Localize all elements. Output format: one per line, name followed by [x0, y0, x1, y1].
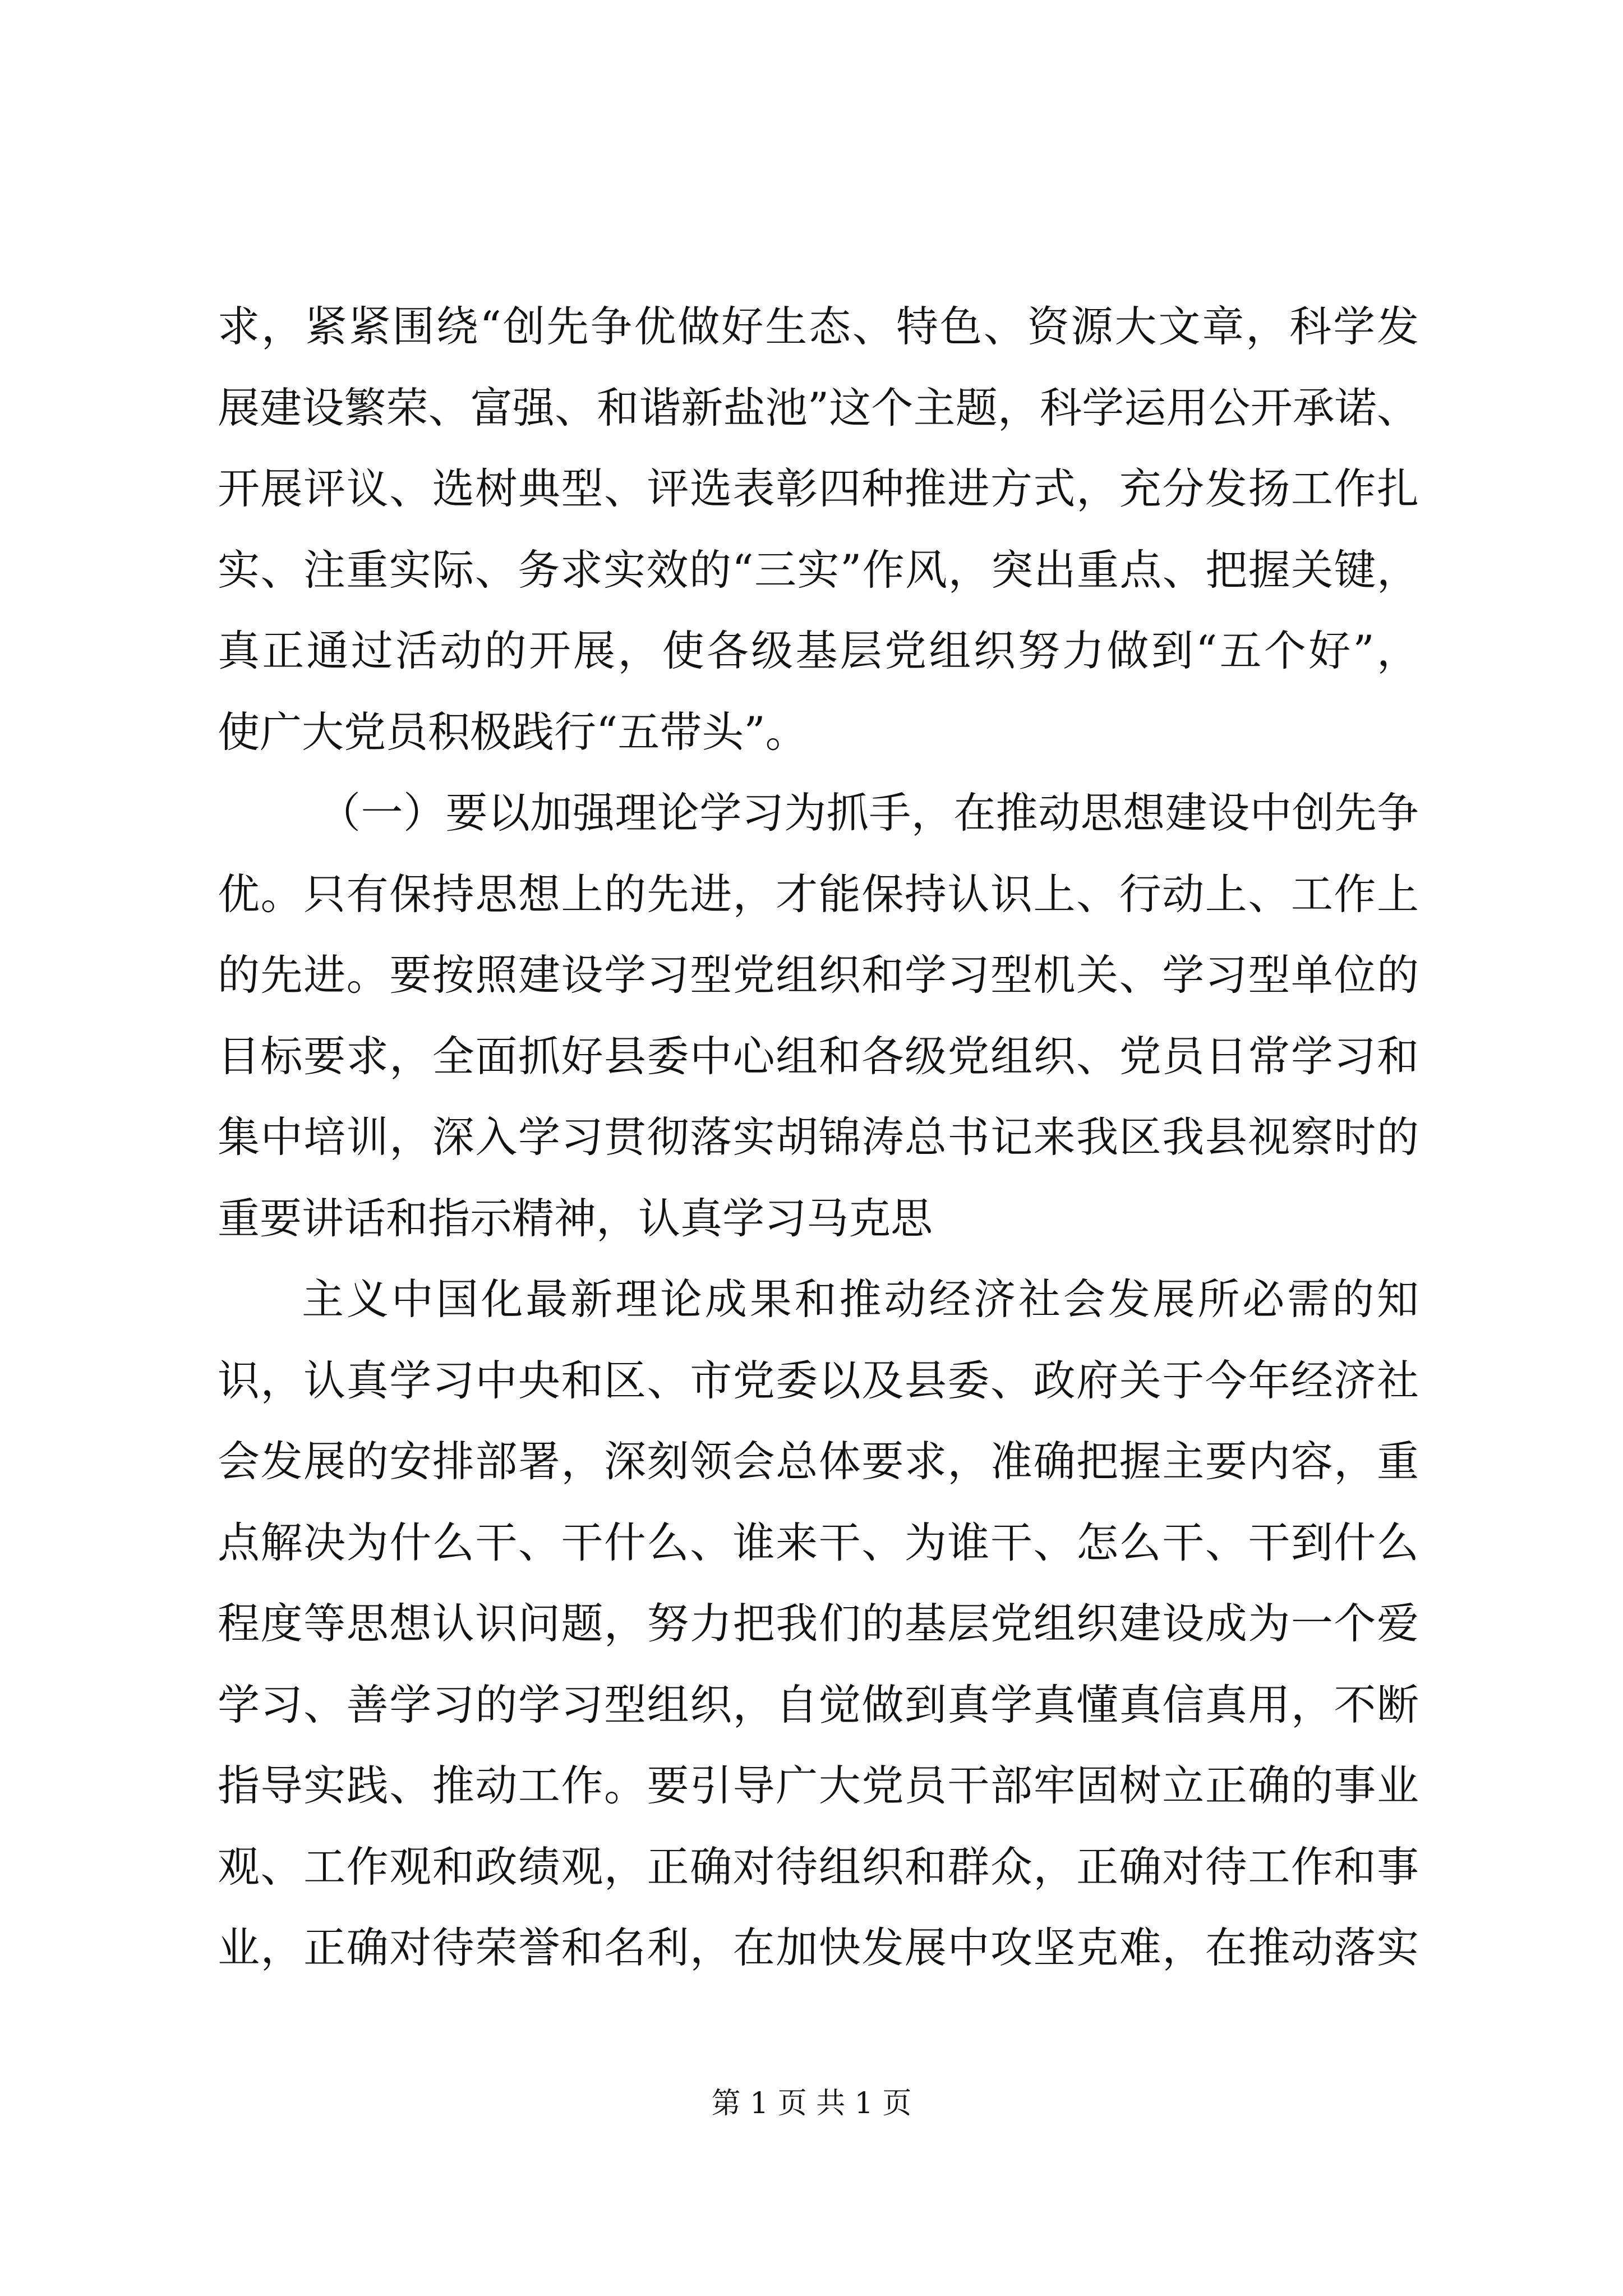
text-line: 会发展的安排部署，深刻领会总体要求，准确把握主要内容，重 [218, 1437, 1419, 1486]
text-line: 指导实践、推动工作。要引导广大党员干部牢固树立正确的事业 [218, 1761, 1419, 1810]
text-line: 业，正确对待荣誉和名利，在加快发展中攻坚克难，在推动落实 [218, 1923, 1419, 1972]
text-line: 真正通过活动的开展，使各级基层党组织努力做到“五个好”， [218, 626, 1419, 675]
text-line: 实、注重实际、务求实效的“三实”作风，突出重点、把握关键， [218, 545, 1419, 595]
text-line: 识，认真学习中央和区、市党委以及县委、政府关于今年经济社 [218, 1355, 1419, 1405]
text-line: 点解决为什么干、干什么、谁来干、为谁干、怎么干、干到什么 [218, 1517, 1419, 1567]
text-line: 目标要求，全面抓好县委中心组和各级党组织、党员日常学习和 [218, 1031, 1419, 1081]
document-body [218, 286, 1419, 1989]
text-line: 学习、善学习的学习型组织，自觉做到真学真懂真信真用，不断 [218, 1680, 1419, 1729]
text-line: 重要讲话和指示精神，认真学习马克思 [218, 1193, 933, 1243]
text-line: 开展评议、选树典型、评选表彰四种推进方式，充分发扬工作扎 [218, 464, 1419, 513]
text-line: 的先进。要按照建设学习型党组织和学习型机关、学习型单位的 [218, 950, 1419, 1000]
page-footer [0, 2084, 1623, 2123]
paragraph-first-line: 主义中国化最新理论成果和推动经济社会发展所必需的知 [302, 1274, 1419, 1324]
text-line: 展建设繁荣、富强、和谐新盐池”这个主题，科学运用公开承诺、 [218, 383, 1419, 432]
page-number-label: 第 1 页 共 1 页 [711, 2087, 912, 2120]
text-line: 优。只有保持思想上的先进，才能保持认识上、行动上、工作上 [218, 869, 1419, 919]
text-line: 求，紧紧围绕“创先争优做好生态、特色、资源大文章，科学发 [218, 302, 1419, 351]
text-line: 程度等思想认识问题，努力把我们的基层党组织建设成为一个爱 [218, 1599, 1419, 1648]
text-line: 使广大党员积极践行“五带头”。 [218, 707, 808, 757]
text-line: 观、工作观和政绩观，正确对待组织和群众，正确对待工作和事 [218, 1842, 1419, 1892]
text-line: 集中培训，深入学习贯彻落实胡锦涛总书记来我区我县视察时的 [218, 1112, 1419, 1162]
paragraph-first-line: （一）要以加强理论学习为抓手，在推动思想建设中创先争 [319, 788, 1419, 838]
